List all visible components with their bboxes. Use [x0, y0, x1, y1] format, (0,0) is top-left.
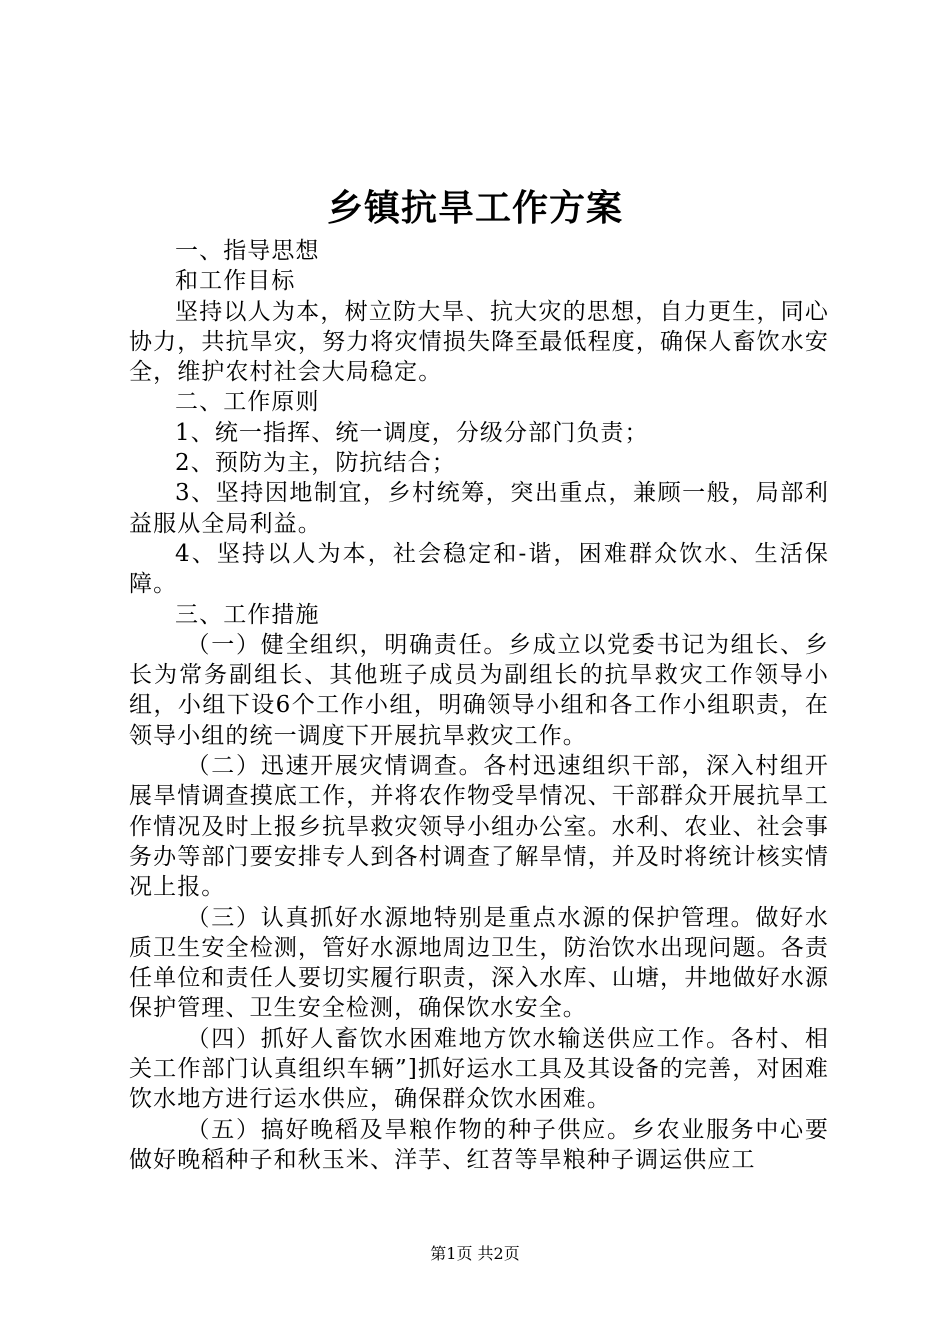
measure-paragraph-5: （五）搞好晚稻及旱粮作物的种子供应。乡农业服务中心要做好晚稻种子和秋玉米、洋芋、红苕等旱粮种子调运供应工	[129, 1116, 829, 1173]
heading-work-measures: 三、工作措施	[175, 601, 320, 628]
measure-paragraph-1: （一）健全组织，明确责任。乡成立以党委书记为组长、乡长为常务副组长、其他班子成员为副组长的抗旱救灾工作领导小组，小组下设6个工作小组，明确领导小组和各工作小组职责，在领导小组的统一调度下开展抗旱救灾工作。	[129, 631, 829, 749]
paragraph-goals: 坚持以人为本，树立防大旱、抗大灾的思想，自力更生，同心协力，共抗旱灾，努力将灾情损失降至最低程度，确保人畜饮水安全，维护农村社会大局稳定。	[129, 298, 829, 386]
page-footer: 第1页 共2页	[430, 1244, 520, 1263]
document-title: 乡镇抗旱工作方案	[326, 187, 623, 229]
heading-guiding-ideology: 一、指导思想	[175, 238, 320, 264]
measure-paragraph-2: （二）迅速开展灾情调查。各村迅速组织干部，深入村组开展旱情调查摸底工作，并将农作物受旱情况、干部群众开展抗旱工作情况及时上报乡抗旱救灾领导小组办公室。水利、农业、社会事务办等部门要安排专人到各村调查了解旱情，并及时将统计核实情况上报。	[129, 753, 829, 901]
heading-work-principles: 二、工作原则	[175, 389, 320, 416]
measure-paragraph-3: （三）认真抓好水源地特别是重点水源的保护管理。做好水质卫生安全检测，管好水源地周边卫生，防治饮水出现问题。各责任单位和责任人要切实履行职责，深入水库、山塘，井地做好水源保护管理、卫生安全检测，确保饮水安全。	[129, 904, 829, 1022]
heading-work-goals: 和工作目标	[175, 268, 296, 295]
principle-item-2: 2、预防为主，防抗结合；	[175, 450, 456, 477]
principle-item-4: 4、坚持以人为本，社会稳定和-谐，困难群众饮水、生活保障。	[129, 540, 829, 598]
principle-item-1: 1、统一指挥、统一调度，分级分部门负责；	[175, 419, 649, 446]
measure-paragraph-4: （四）抓好人畜饮水困难地方饮水输送供应工作。各村、相关工作部门认真组织车辆”]抓好运水工具及其设备的完善，对困难饮水地方进行运水供应，确保群众饮水困难。	[129, 1025, 829, 1113]
principle-item-3: 3、坚持因地制宜，乡村统筹，突出重点，兼顾一般，局部利益服从全局利益。	[129, 480, 829, 537]
document-body	[129, 236, 829, 1175]
